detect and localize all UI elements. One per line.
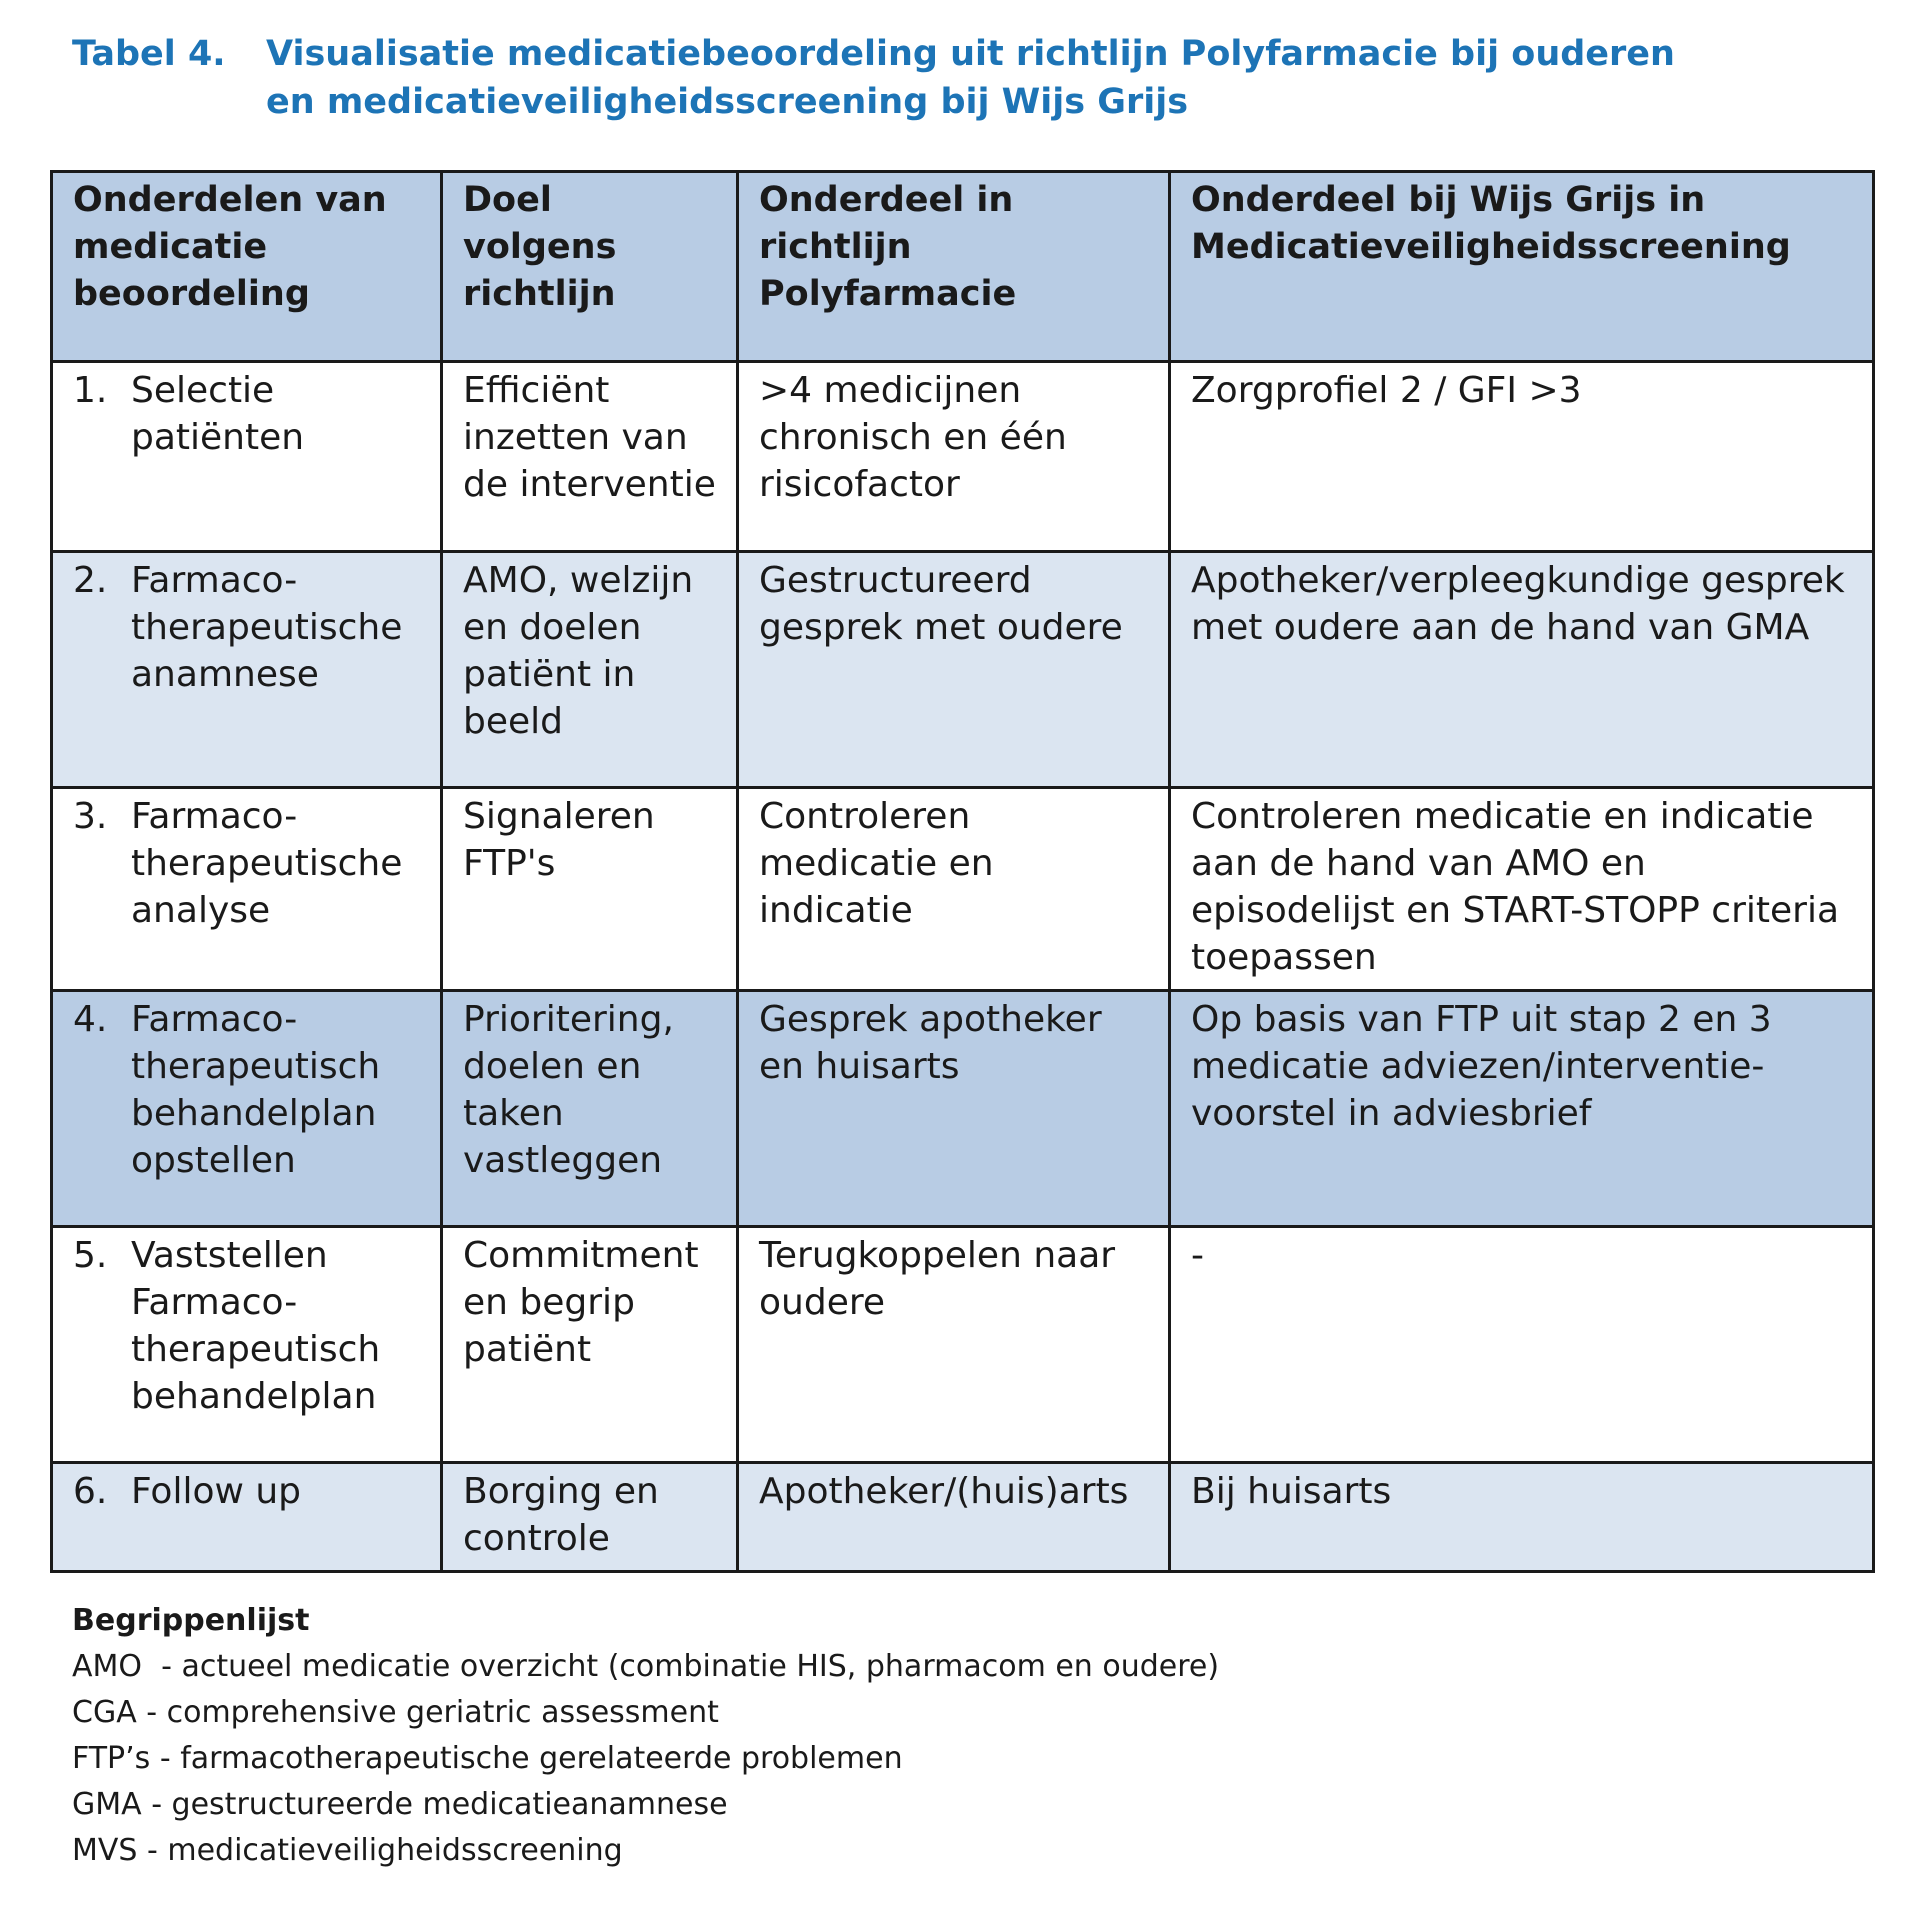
glossary-item: MVS - medicatieveiligheidsscreening: [72, 1833, 623, 1868]
step-number: 5.: [73, 1235, 108, 1276]
cell-part: [52, 1227, 442, 1463]
cell-wijsgrijs: Apotheker/verpleegkundige gesprek met oudere aan de hand van GMA: [1170, 552, 1874, 788]
comparison-table-container: [50, 170, 1872, 1573]
cell-part: [52, 362, 442, 552]
cell-wijsgrijs: Op basis van FTP uit stap 2 en 3 medicatie adviezen/interventie-voorstel in adviesbrief: [1170, 991, 1874, 1227]
cell-guideline: >4 medicijnen chronisch en één risicofactor: [738, 362, 1170, 552]
cell-goal: Signaleren FTP's: [442, 788, 738, 991]
step-label: Farmaco-therapeutisch behandelplan opstellen: [131, 999, 381, 1181]
step-label: Farmaco-therapeutische analyse: [131, 796, 403, 931]
cell-goal: Borging en controle: [442, 1463, 738, 1572]
table-row: [52, 362, 1874, 552]
step-label: Farmaco-therapeutische anamnese: [131, 560, 403, 695]
cell-wijsgrijs: Bij huisarts: [1170, 1463, 1874, 1572]
cell-wijsgrijs: Controleren medicatie en indicatie aan de hand van AMO en episodelijst en START-STOPP criteria toepassen: [1170, 788, 1874, 991]
caption-title-line-1: Visualisatie medicatiebeoordeling uit richtlijn Polyfarmacie bij ouderen: [266, 34, 1675, 74]
step-number: 3.: [73, 796, 108, 837]
cell-wijsgrijs: -: [1170, 1227, 1874, 1463]
header-cell-wijsgrijs: Onderdeel bij Wijs Grijs in Medicatieveiligheidsscreening: [1170, 172, 1874, 362]
cell-guideline: Controleren medicatie en indicatie: [738, 788, 1170, 991]
glossary-title: Begrippenlijst: [72, 1603, 310, 1638]
step-number: 6.: [73, 1471, 108, 1512]
caption-title-line-2: en medicatieveiligheidsscreening bij Wijs Grijs: [266, 82, 1189, 122]
step-number: 4.: [73, 999, 108, 1040]
cell-goal: AMO, welzijn en doelen patiënt in beeld: [442, 552, 738, 788]
step-number: 2.: [73, 560, 108, 601]
step-label: Follow up: [131, 1471, 302, 1512]
glossary-item: GMA - gestructureerde medicatieanamnese: [72, 1787, 728, 1822]
table-row: [52, 1227, 1874, 1463]
glossary-item: CGA - comprehensive geriatric assessment: [72, 1695, 719, 1730]
comparison-table: [50, 170, 1875, 1573]
glossary-item: AMO - actueel medicatie overzicht (combinatie HIS, pharmacom en oudere): [72, 1649, 1220, 1684]
header-cell-guideline: Onderdeel in richtlijn Polyfarmacie: [738, 172, 1170, 362]
header-cell-parts: Onderdelen van medicatie beoordeling: [52, 172, 442, 362]
cell-part: [52, 552, 442, 788]
glossary-item: FTP’s - farmacotherapeutische gerelateerde problemen: [72, 1741, 903, 1776]
cell-goal: Commitment en begrip patiënt: [442, 1227, 738, 1463]
cell-goal: Efficiënt inzetten van de interventie: [442, 362, 738, 552]
table-row: [52, 552, 1874, 788]
cell-guideline: Gestructureerd gesprek met oudere: [738, 552, 1170, 788]
cell-part: [52, 788, 442, 991]
cell-guideline: Apotheker/(huis)arts: [738, 1463, 1170, 1572]
step-number: 1.: [73, 370, 108, 411]
step-label: Selectie patiënten: [131, 370, 305, 458]
cell-goal: Prioritering, doelen en taken vastleggen: [442, 991, 738, 1227]
step-label: Vaststellen Farmaco-therapeutisch behandelplan: [131, 1235, 381, 1417]
table-row: [52, 1463, 1874, 1572]
glossary: [72, 1598, 1852, 1874]
cell-guideline: Terugkoppelen naar oudere: [738, 1227, 1170, 1463]
cell-guideline: Gesprek apotheker en huisarts: [738, 991, 1170, 1227]
cell-wijsgrijs: Zorgprofiel 2 / GFI >3: [1170, 362, 1874, 552]
table-header-row: [52, 172, 1874, 362]
caption-label: Tabel 4.: [72, 34, 226, 74]
cell-part: [52, 1463, 442, 1572]
table-row: [52, 788, 1874, 991]
caption-title: [266, 30, 1872, 126]
table-caption: [72, 30, 1872, 126]
table-row: [52, 991, 1874, 1227]
cell-part: [52, 991, 442, 1227]
header-cell-goal: Doel volgens richtlijn: [442, 172, 738, 362]
